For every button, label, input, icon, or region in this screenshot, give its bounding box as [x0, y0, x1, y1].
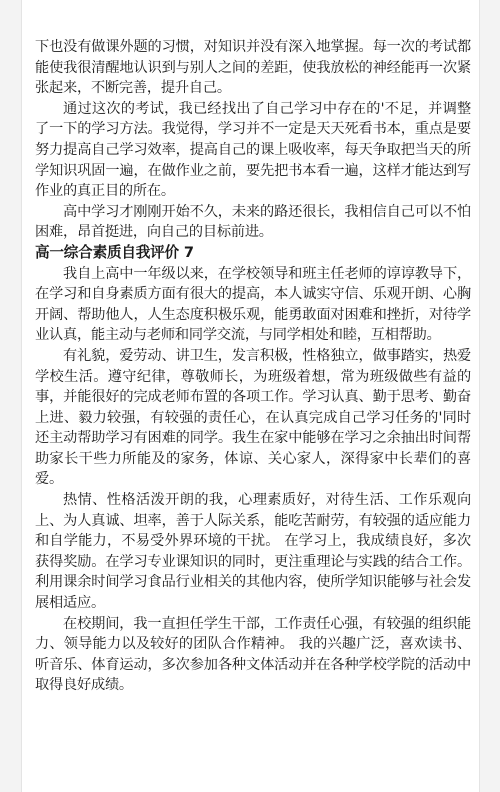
paragraph: 热情、性格活泼开朗的我，心理素质好，对待生活、工作乐观向上、为人真诚、坦率，善于人际关系，能吃苦耐劳，有较强的适应能力和自学能力，不易受外界环境的干扰。 在学习上，我成绩良好，多次获得奖励。在学习专业课知识的同时，更注重理论与实践的结合工作。利用课余时间学习食品行业相关的其他内容，使所学知识能够与社会发展相适应。 [35, 492, 471, 612]
paragraph: 在校期间，我一直担任学生干部，工作责任心强，有较强的组织能力、领导能力以及较好的团队合作精神。 我的兴趣广泛，喜欢读书、听音乐、体育运动，多次参加各种文体活动并在各种学校学院的活动中取得良好成绩。 [35, 615, 471, 694]
paragraph: 我自上高中一年级以来，在学校领导和班主任老师的谆谆教导下，在学习和自身素质方面有很大的提高，本人诚实守信、乐观开朗、心胸开阔、帮助他人，人生态度积极乐观，能勇敢面对困难和挫折，对待学业认真，能主动与老师和同学交流，与同学相处和睦，互相帮助。 [35, 265, 471, 344]
paragraph: 有礼貌，爱劳动、讲卫生，发言积极，性格独立，做事踏实，热爱学校生活。遵守纪律，尊敬师长，为班级着想，常为班级做些有益的事，并能很好的完成老师布置的各项工作。学习认真、勤于思考、勤奋上进、毅力较强，有较强的责任心，在认真完成自己学习任务的'同时还主动帮助学习有困难的同学。我生在家中能够在学习之余抽出时间帮助家长干些力所能及的家务，体谅、关心家人，深得家中长辈们的喜爱。 [35, 347, 471, 488]
document-page [21, 0, 480, 792]
document-body [35, 37, 471, 696]
section-heading: 高一综合素质自我评价 7 [35, 243, 194, 261]
paragraph: 高中学习才刚刚开始不久，未来的路还很长，我相信自己可以不怕困难，昂首挺进，向自己的目标前进。 [35, 203, 471, 241]
paragraph: 通过这次的考试，我已经找出了自己学习中存在的'不足，并调整了一下的学习方法。我觉得，学习并不一定是天天死看书本，重点是要努力提高自己学习效率，提高自己的课上吸收率，每天争取把当天的所学知识巩固一遍，在做作业之前，要先把书本看一遍，这样才能达到写作业的真正目的所在。 [35, 100, 471, 200]
paragraph-continuation: 下也没有做课外题的习惯，对知识并没有深入地掌握。每一次的考试都能使我很清醒地认识到与别人之间的差距，使我放松的神经能再一次紧张起来，不断完善，提升自己。 [35, 39, 471, 97]
